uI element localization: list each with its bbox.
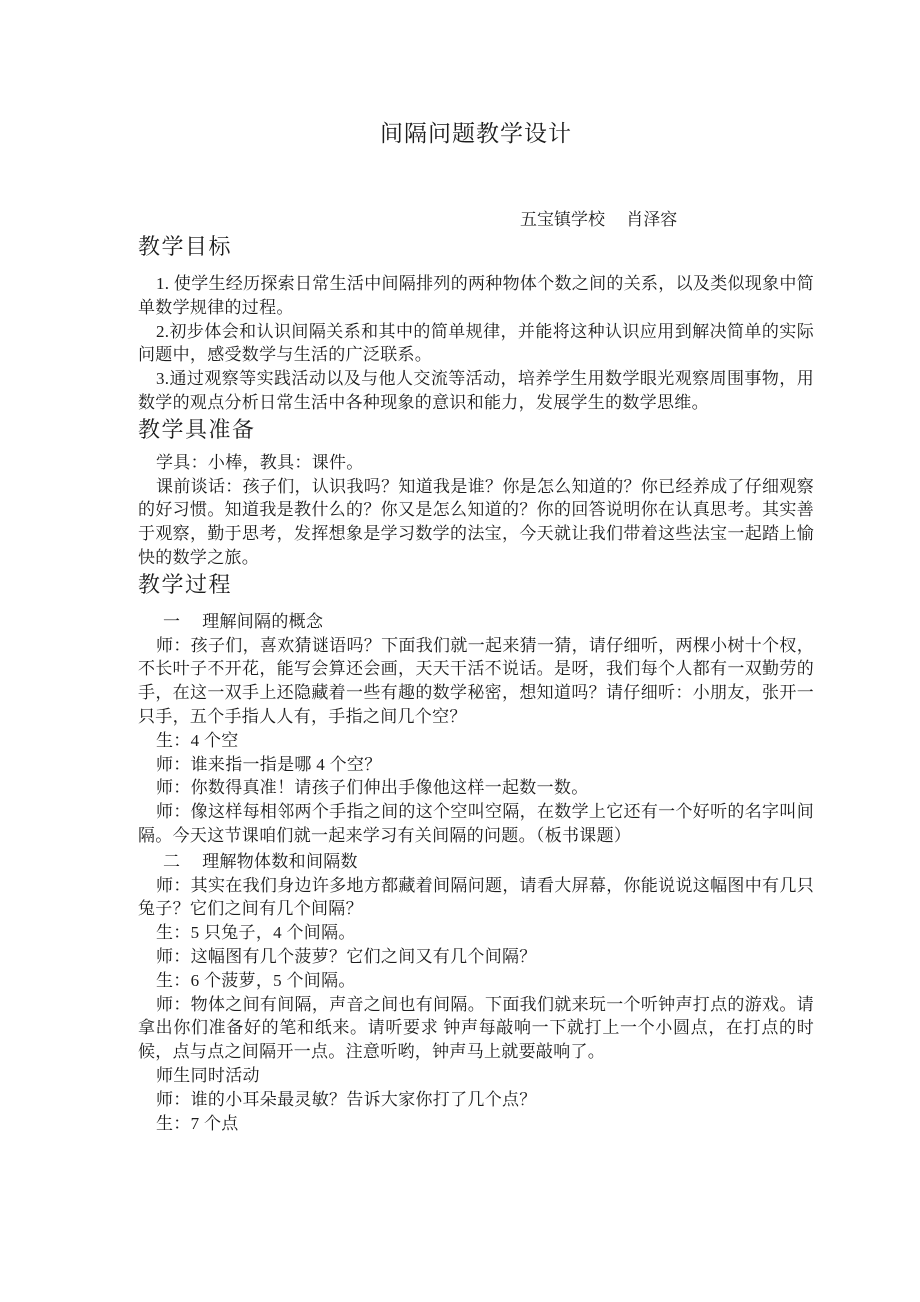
dialogue-line: 师：像这样每相邻两个手指之间的这个空叫空隔，在数学上它还有一个好听的名字叫间隔。今天这节课咱们就一起来学习有关间隔的问题。（板书课题） [138,802,814,845]
dialogue-line: 生：6 个菠萝，5 个间隔。 [156,970,356,990]
text-column [138,0,814,1135]
dialogue-line: 师：孩子们，喜欢猜谜语吗？下面我们就一起来猜一猜，请仔细听，两棵小树十个杈，不长叶子不开花，能写会算还会画，天天干活不说话。是呀，我们每个人都有一双勤劳的手，在这一双手上还隐藏着一些有趣的数学秘密，想知道吗？请仔细听：小朋友，张开一只手，五个手指人人有，手指之间几个空？ [138,635,814,726]
dialogue-line: 师：谁的小耳朵最灵敏？告诉大家你打了几个点？ [156,1089,537,1109]
section-heading-materials: 教学具准备 [138,416,256,442]
subsection-title-2: 二 理解物体数和间隔数 [163,851,358,871]
goal-paragraph-2: 2.初步体会和认识间隔关系和其中的简单规律，并能将这种认识应用到解决简单的实际问题中，感受数学与生活的广泛联系。 [138,321,814,365]
dialogue-line: 师生同时活动 [156,1065,260,1085]
goal-paragraph-1: 1. 使学生经历探索日常生活中间隔排列的两种物体个数之间的关系，以及类似现象中简单数学规律的过程。 [138,274,814,317]
byline: 五宝镇学校 肖泽容 [520,210,678,229]
materials-paragraph-1: 学具：小棒，教具：课件。 [156,452,364,472]
subsection-1-body [138,634,814,848]
section-heading-goals: 教学目标 [138,234,233,259]
subsection-2-body [138,874,814,1136]
section-heading-process: 教学过程 [138,571,233,597]
dialogue-line: 师：其实在我们身边许多地方都藏着间隔问题，请看大屏幕，你能说说这幅图中有几只兔子？它们之间有几个间隔？ [138,875,814,919]
dialogue-line: 生：5 只兔子，4 个间隔。 [156,923,356,943]
materials-paragraph-2: 课前谈话：孩子们，认识我吗？知道我是谁？你是怎么知道的？你已经养成了仔细观察的好习惯。知道我是教什么的？你又是怎么知道的？你的回答说明你在认真思考。其实善于观察，勤于思考，发挥想象是学习数学的法宝，今天就让我们带着这些法宝一起踏上愉快的数学之旅。 [138,476,814,567]
section-goals-body [138,272,814,415]
goal-paragraph-3: 3.通过观察等实践活动以及与他人交流等活动，培养学生用数学眼光观察周围事物，用数学的观点分析日常生活中各种现象的意识和能力，发展学生的数学思维。 [138,369,814,412]
document-title: 间隔问题教学设计 [380,121,572,146]
dialogue-line: 师：这幅图有几个菠萝？它们之间又有几个间隔？ [156,946,537,966]
section-materials-body [138,451,814,570]
subsection-title-1: 一 理解间隔的概念 [163,611,324,631]
dialogue-line: 师：你数得真准！请孩子们伸出手像他这样一起数一数。 [156,778,589,798]
dialogue-line: 师：谁来指一指是哪 4 个空？ [156,754,382,774]
dialogue-line: 生：7 个点 [156,1113,239,1133]
dialogue-line: 师：物体之间有间隔，声音之间也有间隔。下面我们就来玩一个听钟声打点的游戏。请拿出你们准备好的笔和纸来。请听要求 钟声每敲响一下就打上一个小圆点，在打点的时候，点与点之间隔开一点。注意听哟，钟声马上就要敲响了。 [138,994,814,1062]
dialogue-line: 生：4 个空 [156,730,239,750]
